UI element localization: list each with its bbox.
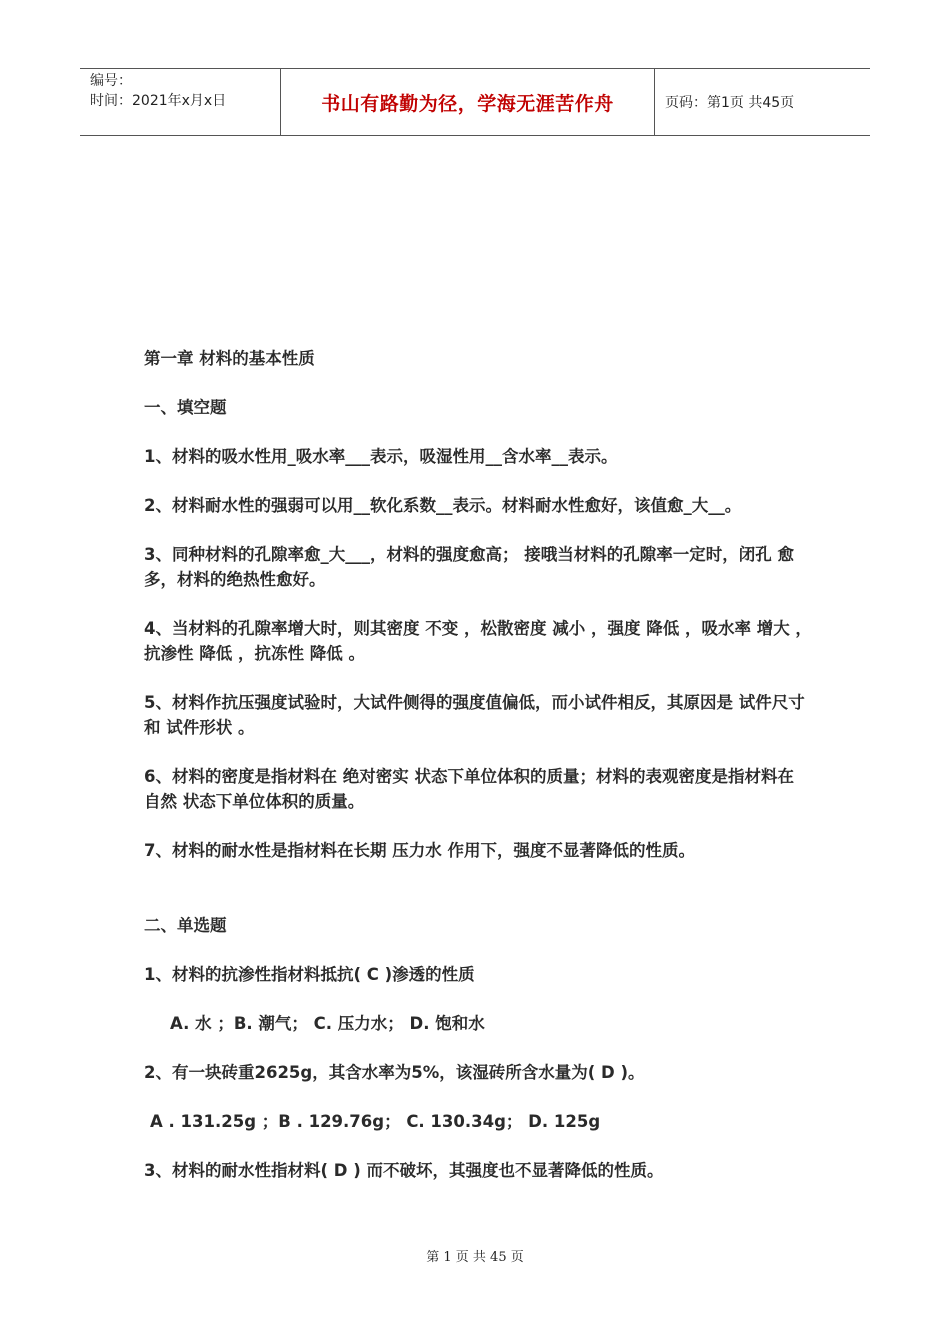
header-meta (80, 69, 281, 135)
fill-in-question: 5、材料作抗压强度试验时，大试件侧得的强度值偏低，而小试件相反，其原因是 试件尺寸 和 试件形状 。 (144, 693, 805, 737)
fill-in-question: 2、材料耐水性的强弱可以用__软化系数__表示。材料耐水性愈好，该值愈_大__。 (144, 496, 742, 515)
time-label: 时间：2021年x月x日 (90, 93, 227, 109)
fill-in-question: 7、材料的耐水性是指材料在长期 压力水 作用下，强度不显著降低的性质。 (144, 841, 695, 860)
fill-in-question: 4、当材料的孔隙率增大时，则其密度 不变 ，松散密度 减小 ，强度 降低 ，吸水率 增大 ，抗渗性 降低 ，抗冻性 降低 。 (144, 619, 812, 663)
choice-question: 1、材料的抗渗性指材料抵抗( C )渗透的性质 (144, 965, 475, 984)
section-title-single-choice: 二、单选题 (144, 916, 227, 935)
number-label: 编号： (90, 73, 132, 89)
fill-in-question: 6、材料的密度是指材料在 绝对密实 状态下单位体积的质量；材料的表观密度是指材料在 自然 状态下单位体积的质量。 (144, 767, 794, 811)
choice-question: 3、材料的耐水性指材料( D ) 而不破坏，其强度也不显著降低的性质。 (144, 1161, 664, 1180)
document-body (144, 346, 814, 1183)
page-header (80, 68, 870, 136)
choice-options: A . 131.25g ；B . 129.76g； C. 130.34g； D. 125g (150, 1112, 601, 1131)
header-page-info: 页码：第1页 共45页 (665, 95, 795, 111)
fill-in-question: 1、材料的吸水性用_吸水率___表示，吸湿性用__含水率__表示。 (144, 447, 618, 466)
section-title-fill-in: 一、填空题 (144, 398, 227, 417)
fill-in-question: 3、同种材料的孔隙率愈_大___，材料的强度愈高； 接哦当材料的孔隙率一定时，闭孔 愈多，材料的绝热性愈好。 (144, 545, 794, 589)
chapter-title: 第一章 材料的基本性质 (144, 349, 315, 368)
choice-options: A. 水 ；B. 潮气； C. 压力水； D. 饱和水 (170, 1014, 485, 1033)
choice-question: 2、有一块砖重2625g，其含水率为5%，该湿砖所含水量为( D )。 (144, 1063, 645, 1082)
header-motto: 书山有路勤为径，学海无涯苦作舟 (281, 69, 655, 135)
page-footer: 第 1 页 共 45 页 (426, 1250, 524, 1265)
